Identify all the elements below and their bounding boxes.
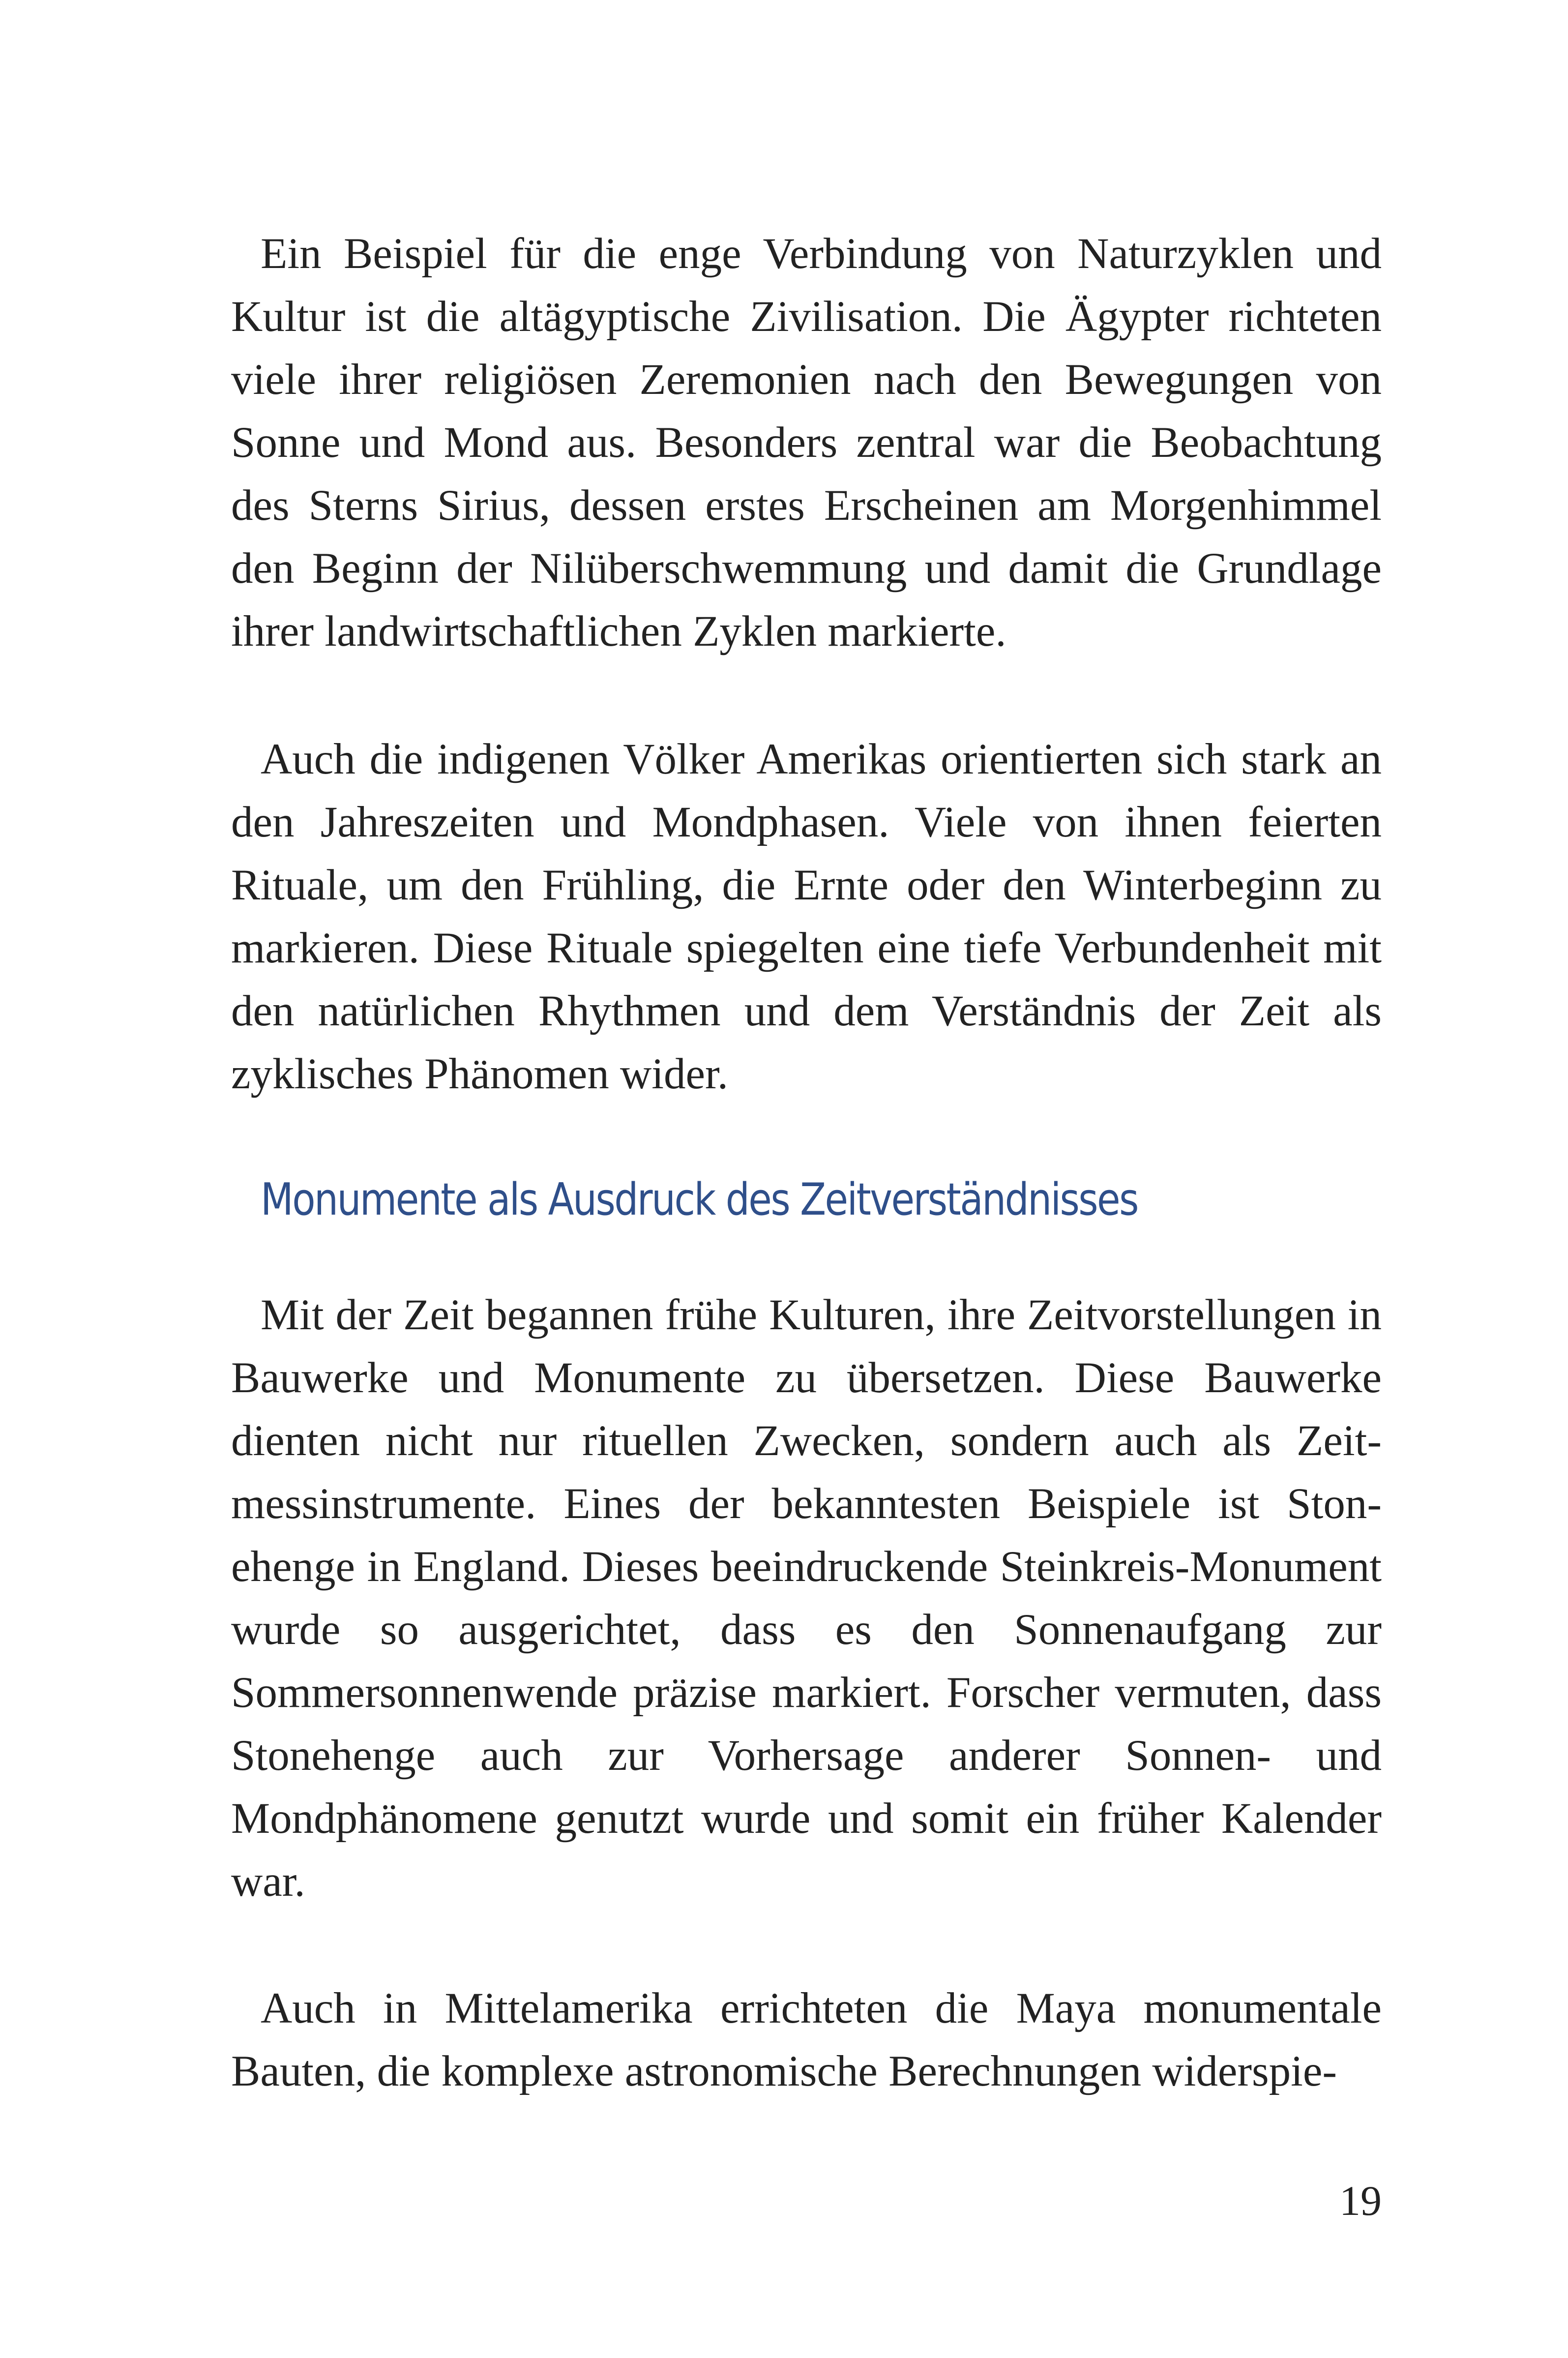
paragraph-text: Ein Beispiel für die enge Verbindung von Naturzyklen und Kultur ist die altägyptische Zivilisation. Die Ägypter richteten viele ihrer religiösen Zeremonien nach den Bewegungen von Sonne und Mond aus. Besonders zentral war die Beobachtung des Sterns Sirius, dessen erstes Erscheinen am Morgenhimmel den Beginn der Nilüberschwemmung und damit die Grundlage ihrer landwirtschaftlichen Zyklen markierte. (231, 230, 1382, 656)
paragraph-text: Auch in Mittelamerika errichteten die Maya monumentale Bauten, die komplexe astronomische Berechnungen widerspie- (231, 1984, 1382, 2095)
page-number: 19 (1339, 2177, 1382, 2224)
paragraph-maya (231, 1977, 1382, 2103)
paragraph-americas (231, 728, 1382, 1105)
paragraph-text: Mit der Zeit begannen frühe Kulturen, ihre Zeitvorstellungen in Bauwerke und Monumente zu übersetzen. Diese Bauwerke dienten nicht nur rituellen Zwecken, sondern auch als Zeitmessinstrumente. Eines der bekanntesten Beispiele ist Stonehenge in England. Dieses beeindruckende Steinkreis-Monument wurde so ausgerichtet, dass es den Sonnenaufgang zur Sommersonnenwende präzise markiert. Forscher vermuten, dass Stonehenge auch zur Vorhersage anderer Sonnen- und Mondphänomene genutzt wurde und somit ein früher Kalender war. (231, 1291, 1382, 1906)
paragraph-egypt (231, 222, 1382, 663)
paragraph-stonehenge (231, 1283, 1382, 1913)
section-heading: Monumente als Ausdruck des Zeitverständnisses (261, 1174, 1138, 1225)
paragraph-text: Auch die indigenen Völker Amerikas orientierten sich stark an den Jahreszeiten und Mondphasen. Viele von ihnen feierten Rituale, um den Frühling, die Ernte oder den Winterbeginn zu markieren. Diese Rituale spiegelten eine tiefe Verbundenheit mit den natürlichen Rhythmen und dem Verständnis der Zeit als zyklisches Phänomen wider. (231, 735, 1382, 1098)
